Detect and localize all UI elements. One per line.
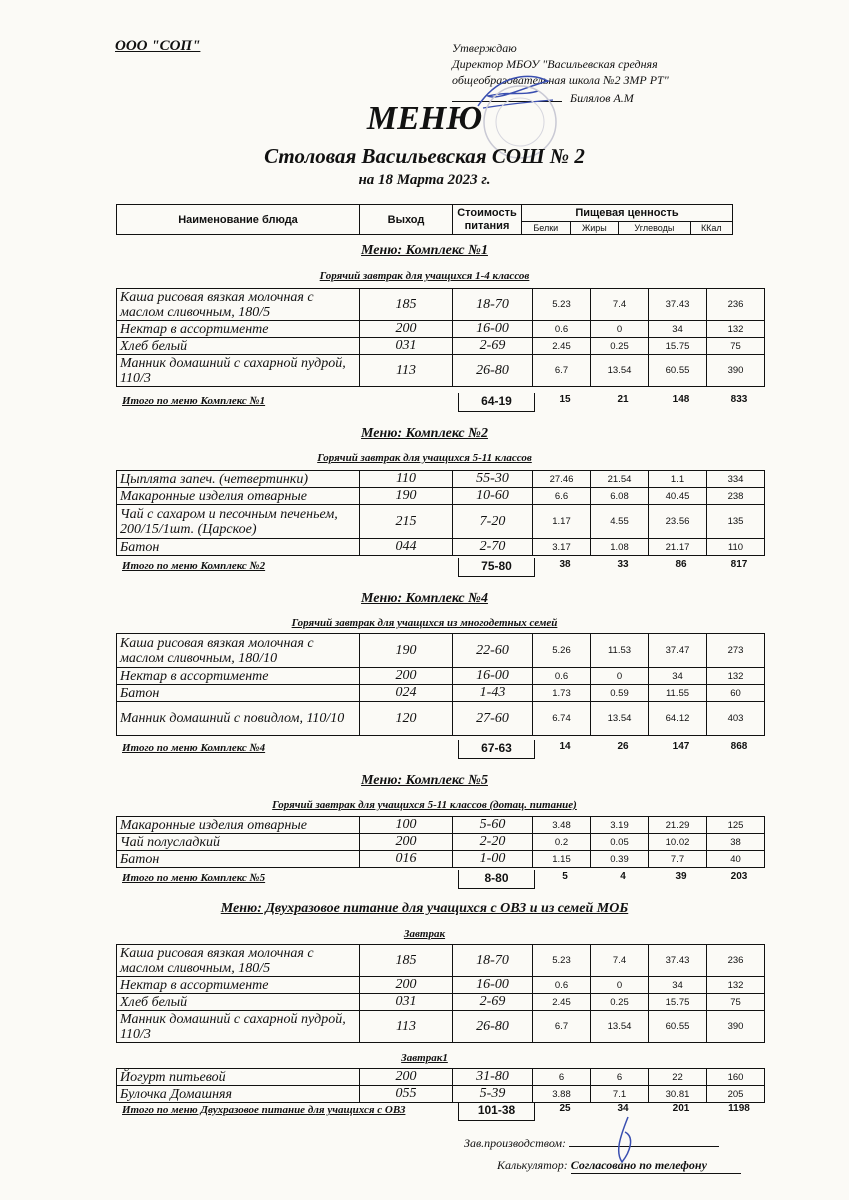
dish-fat: 4.55 <box>591 505 649 539</box>
dish-output: 110 <box>360 471 453 488</box>
total-kcal: 203 <box>730 871 748 882</box>
section-title: Меню: Комплекс №2 <box>361 426 488 441</box>
dish-output: 190 <box>360 488 453 505</box>
col-fat: Жиры <box>570 222 619 235</box>
total-label: Итого по меню Комплекс №1 <box>122 395 266 407</box>
dish-fat: 0 <box>591 321 649 338</box>
dish-carbs: 37.43 <box>649 289 707 321</box>
table-row <box>117 355 765 387</box>
dish-carbs: 7.7 <box>649 851 707 868</box>
section-subtitle-2: Завтрак1 <box>401 1052 448 1064</box>
dish-kcal: 273 <box>707 634 765 668</box>
table-row <box>117 1069 765 1086</box>
table-row <box>117 1011 765 1043</box>
dish-cost: 2-69 <box>453 994 533 1011</box>
dish-protein: 3.88 <box>533 1086 591 1103</box>
dish-kcal: 75 <box>707 338 765 355</box>
col-output: Выход <box>360 205 453 235</box>
table-row <box>117 488 765 505</box>
dish-fat: 13.54 <box>591 1011 649 1043</box>
dish-name: Каша рисовая вязкая молочная с маслом сливочным, 180/5 <box>117 289 360 321</box>
dish-carbs: 21.17 <box>649 539 707 556</box>
dish-kcal: 334 <box>707 471 765 488</box>
dish-name: Чай полусладкий <box>117 834 360 851</box>
dish-carbs: 21.29 <box>649 817 707 834</box>
dish-cost: 2-20 <box>453 834 533 851</box>
dish-table <box>116 288 765 387</box>
table-row <box>117 702 765 736</box>
section-subtitle: Завтрак <box>403 928 446 940</box>
dish-fat: 11.53 <box>591 634 649 668</box>
dish-carbs: 34 <box>649 977 707 994</box>
dish-table <box>116 470 765 556</box>
dish-kcal: 38 <box>707 834 765 851</box>
dish-name: Батон <box>117 539 360 556</box>
approve-school: общеобразовательная школа №2 ЗМР РТ" <box>452 73 669 87</box>
dish-carbs: 1.1 <box>649 471 707 488</box>
approve-position: Директор МБОУ "Васильевская средняя <box>452 57 658 71</box>
dish-protein: 0.2 <box>533 834 591 851</box>
dish-kcal: 236 <box>707 945 765 977</box>
table-row <box>117 289 765 321</box>
dish-cost: 1-00 <box>453 851 533 868</box>
dish-protein: 2.45 <box>533 338 591 355</box>
dish-name: Хлеб белый <box>117 994 360 1011</box>
dish-protein: 1.15 <box>533 851 591 868</box>
table-row <box>117 539 765 556</box>
dish-name: Нектар в ассортименте <box>117 977 360 994</box>
dish-output: 200 <box>360 668 453 685</box>
dish-fat: 6 <box>591 1069 649 1086</box>
total-label: Итого по меню Комплекс №5 <box>122 872 266 884</box>
dish-table <box>116 944 765 1043</box>
total-carbs: 86 <box>675 559 687 570</box>
dish-output: 016 <box>360 851 453 868</box>
dish-kcal: 205 <box>707 1086 765 1103</box>
table-row <box>117 338 765 355</box>
table-row <box>117 634 765 668</box>
dish-name: Йогурт питьевой <box>117 1069 360 1086</box>
dish-kcal: 110 <box>707 539 765 556</box>
dish-kcal: 403 <box>707 702 765 736</box>
menu-date: на 18 Марта 2023 г. <box>358 172 491 188</box>
dish-fat: 7.1 <box>591 1086 649 1103</box>
dish-fat: 0 <box>591 977 649 994</box>
dish-fat: 0 <box>591 668 649 685</box>
dish-cost: 18-70 <box>453 289 533 321</box>
dish-fat: 21.54 <box>591 471 649 488</box>
total-label: Итого по меню Двухразовое питание для учащихся с ОВЗ <box>122 1104 406 1116</box>
dish-carbs: 60.55 <box>649 355 707 387</box>
dish-output: 200 <box>360 977 453 994</box>
dish-cost: 26-80 <box>453 355 533 387</box>
dish-output: 113 <box>360 355 453 387</box>
calculator-value: Согласовано по телефону <box>571 1158 741 1174</box>
approve-heading: Утверждаю <box>452 41 517 55</box>
dish-fat: 13.54 <box>591 355 649 387</box>
total-kcal: 1198 <box>728 1103 750 1114</box>
dish-kcal: 125 <box>707 817 765 834</box>
calculator-label: Калькулятор: <box>497 1158 568 1172</box>
dish-protein: 6.74 <box>533 702 591 736</box>
dish-output: 031 <box>360 338 453 355</box>
total-fat: 21 <box>617 394 629 405</box>
dish-cost: 31-80 <box>453 1069 533 1086</box>
dish-protein: 5.26 <box>533 634 591 668</box>
dish-kcal: 40 <box>707 851 765 868</box>
dish-output: 113 <box>360 1011 453 1043</box>
total-cost: 64-19 <box>458 393 535 412</box>
section-subtitle: Горячий завтрак для учащихся 5-11 классов (дотац. питание) <box>272 799 577 811</box>
dish-fat: 0.59 <box>591 685 649 702</box>
total-protein: 15 <box>559 394 571 405</box>
dish-carbs: 15.75 <box>649 338 707 355</box>
section-title: Меню: Комплекс №4 <box>361 591 488 606</box>
dish-fat: 7.4 <box>591 945 649 977</box>
dish-protein: 6 <box>533 1069 591 1086</box>
dish-output: 190 <box>360 634 453 668</box>
total-cost: 67-63 <box>458 740 535 759</box>
total-kcal: 868 <box>730 741 748 752</box>
dish-name: Хлеб белый <box>117 338 360 355</box>
dish-protein: 5.23 <box>533 289 591 321</box>
dish-fat: 0.39 <box>591 851 649 868</box>
dish-carbs: 37.47 <box>649 634 707 668</box>
col-kcal: ККал <box>690 222 732 235</box>
total-protein: 38 <box>559 559 571 570</box>
dish-name: Нектар в ассортименте <box>117 321 360 338</box>
dish-table <box>116 1068 765 1103</box>
dish-fat: 1.08 <box>591 539 649 556</box>
dish-cost: 27-60 <box>453 702 533 736</box>
dish-fat: 3.19 <box>591 817 649 834</box>
column-header-table <box>116 204 733 235</box>
dish-output: 044 <box>360 539 453 556</box>
table-row <box>117 668 765 685</box>
total-fat: 4 <box>620 871 626 882</box>
dish-table <box>116 633 765 736</box>
table-row <box>117 851 765 868</box>
dish-carbs: 64.12 <box>649 702 707 736</box>
section-subtitle: Горячий завтрак для учащихся из многодетных семей <box>291 617 558 629</box>
production-signature <box>464 1136 719 1151</box>
dish-carbs: 34 <box>649 668 707 685</box>
dish-cost: 2-69 <box>453 338 533 355</box>
approve-name: Билялов А.М <box>570 91 634 105</box>
dish-protein: 3.17 <box>533 539 591 556</box>
dish-carbs: 23.56 <box>649 505 707 539</box>
dish-output: 200 <box>360 834 453 851</box>
dish-protein: 2.45 <box>533 994 591 1011</box>
dish-name: Каша рисовая вязкая молочная с маслом сливочным, 180/5 <box>117 945 360 977</box>
dish-cost: 5-60 <box>453 817 533 834</box>
dish-name: Чай с сахаром и песочным печеньем, 200/15/1шт. (Царское) <box>117 505 360 539</box>
total-label: Итого по меню Комплекс №2 <box>122 560 266 572</box>
dish-output: 100 <box>360 817 453 834</box>
section-title: Меню: Двухразовое питание для учащихся с ОВЗ и из семей МОБ <box>220 901 629 916</box>
dish-name: Манник домашний с повидлом, 110/10 <box>117 702 360 736</box>
section-subtitle: Горячий завтрак для учащихся 1-4 классов <box>319 270 530 282</box>
dish-kcal: 238 <box>707 488 765 505</box>
dish-carbs: 60.55 <box>649 1011 707 1043</box>
dish-cost: 16-00 <box>453 977 533 994</box>
dish-output: 200 <box>360 1069 453 1086</box>
dish-cost: 7-20 <box>453 505 533 539</box>
total-kcal: 833 <box>730 394 748 405</box>
dish-output: 185 <box>360 289 453 321</box>
dish-kcal: 132 <box>707 977 765 994</box>
dish-name: Макаронные изделия отварные <box>117 488 360 505</box>
col-name: Наименование блюда <box>117 205 360 235</box>
dish-name: Булочка Домашняя <box>117 1086 360 1103</box>
dish-cost: 26-80 <box>453 1011 533 1043</box>
dish-carbs: 22 <box>649 1069 707 1086</box>
dish-protein: 6.6 <box>533 488 591 505</box>
dish-fat: 0.05 <box>591 834 649 851</box>
dish-name: Батон <box>117 851 360 868</box>
table-row <box>117 834 765 851</box>
dish-kcal: 132 <box>707 321 765 338</box>
dish-cost: 1-43 <box>453 685 533 702</box>
dish-name: Каша рисовая вязкая молочная с маслом сливочным, 180/10 <box>117 634 360 668</box>
total-cost: 75-80 <box>458 558 535 577</box>
total-protein: 14 <box>559 741 571 752</box>
dish-protein: 0.6 <box>533 668 591 685</box>
dish-cost: 55-30 <box>453 471 533 488</box>
dish-name: Манник домашний с сахарной пудрой, 110/3 <box>117 1011 360 1043</box>
dish-name: Батон <box>117 685 360 702</box>
section-title: Меню: Комплекс №1 <box>361 243 488 258</box>
dish-fat: 7.4 <box>591 289 649 321</box>
table-row <box>117 945 765 977</box>
dish-table <box>116 816 765 868</box>
table-row <box>117 994 765 1011</box>
col-protein: Белки <box>522 222 571 235</box>
total-carbs: 148 <box>672 394 690 405</box>
dish-output: 031 <box>360 994 453 1011</box>
dish-protein: 6.7 <box>533 355 591 387</box>
dish-name: Макаронные изделия отварные <box>117 817 360 834</box>
organization-name: ООО "СОП" <box>115 38 201 54</box>
dish-cost: 10-60 <box>453 488 533 505</box>
total-kcal: 817 <box>730 559 748 570</box>
dish-output: 200 <box>360 321 453 338</box>
dish-fat: 0.25 <box>591 338 649 355</box>
dish-fat: 6.08 <box>591 488 649 505</box>
dish-protein: 0.6 <box>533 321 591 338</box>
dish-protein: 3.48 <box>533 817 591 834</box>
total-protein: 25 <box>559 1103 571 1114</box>
total-cost: 101-38 <box>458 1102 535 1121</box>
dish-carbs: 34 <box>649 321 707 338</box>
dish-kcal: 60 <box>707 685 765 702</box>
total-protein: 5 <box>562 871 568 882</box>
dish-carbs: 30.81 <box>649 1086 707 1103</box>
table-row <box>117 471 765 488</box>
dish-cost: 5-39 <box>453 1086 533 1103</box>
dish-name: Нектар в ассортименте <box>117 668 360 685</box>
total-fat: 34 <box>617 1103 629 1114</box>
table-row <box>117 685 765 702</box>
calculator-signature <box>497 1158 741 1174</box>
table-row <box>117 977 765 994</box>
dish-output: 120 <box>360 702 453 736</box>
dish-protein: 6.7 <box>533 1011 591 1043</box>
dish-cost: 18-70 <box>453 945 533 977</box>
dish-carbs: 37.43 <box>649 945 707 977</box>
dish-cost: 22-60 <box>453 634 533 668</box>
dish-kcal: 390 <box>707 355 765 387</box>
dish-kcal: 75 <box>707 994 765 1011</box>
dish-output: 185 <box>360 945 453 977</box>
col-carbs: Углеводы <box>619 222 691 235</box>
canteen-name: Столовая Васильевская СОШ № 2 <box>264 144 585 168</box>
dish-output: 215 <box>360 505 453 539</box>
table-row <box>117 1086 765 1103</box>
section-subtitle: Горячий завтрак для учащихся 5-11 классов <box>317 452 532 464</box>
total-fat: 26 <box>617 741 629 752</box>
dish-protein: 1.73 <box>533 685 591 702</box>
dish-kcal: 390 <box>707 1011 765 1043</box>
dish-output: 024 <box>360 685 453 702</box>
dish-protein: 1.17 <box>533 505 591 539</box>
total-cost: 8-80 <box>458 870 535 889</box>
total-carbs: 39 <box>675 871 687 882</box>
dish-output: 055 <box>360 1086 453 1103</box>
dish-name: Манник домашний с сахарной пудрой, 110/3 <box>117 355 360 387</box>
dish-name: Цыплята запеч. (четвертинки) <box>117 471 360 488</box>
col-cost: Стоимость питания <box>453 205 522 235</box>
dish-cost: 16-00 <box>453 668 533 685</box>
dish-carbs: 15.75 <box>649 994 707 1011</box>
table-row <box>117 505 765 539</box>
total-fat: 33 <box>617 559 629 570</box>
dish-cost: 16-00 <box>453 321 533 338</box>
dish-kcal: 135 <box>707 505 765 539</box>
dish-carbs: 11.55 <box>649 685 707 702</box>
dish-protein: 27.46 <box>533 471 591 488</box>
dish-fat: 0.25 <box>591 994 649 1011</box>
dish-protein: 0.6 <box>533 977 591 994</box>
col-nutrition: Пищевая ценность <box>522 205 733 222</box>
total-carbs: 147 <box>672 741 690 752</box>
dish-carbs: 40.45 <box>649 488 707 505</box>
dish-fat: 13.54 <box>591 702 649 736</box>
dish-kcal: 132 <box>707 668 765 685</box>
dish-carbs: 10.02 <box>649 834 707 851</box>
total-label: Итого по меню Комплекс №4 <box>122 742 266 754</box>
dish-kcal: 160 <box>707 1069 765 1086</box>
section-title: Меню: Комплекс №5 <box>361 773 488 788</box>
table-row <box>117 817 765 834</box>
dish-kcal: 236 <box>707 289 765 321</box>
dish-cost: 2-70 <box>453 539 533 556</box>
production-label: Зав.производством: <box>464 1136 567 1150</box>
total-carbs: 201 <box>672 1103 690 1114</box>
dish-protein: 5.23 <box>533 945 591 977</box>
table-row <box>117 321 765 338</box>
page-title: МЕНЮ <box>366 100 483 137</box>
